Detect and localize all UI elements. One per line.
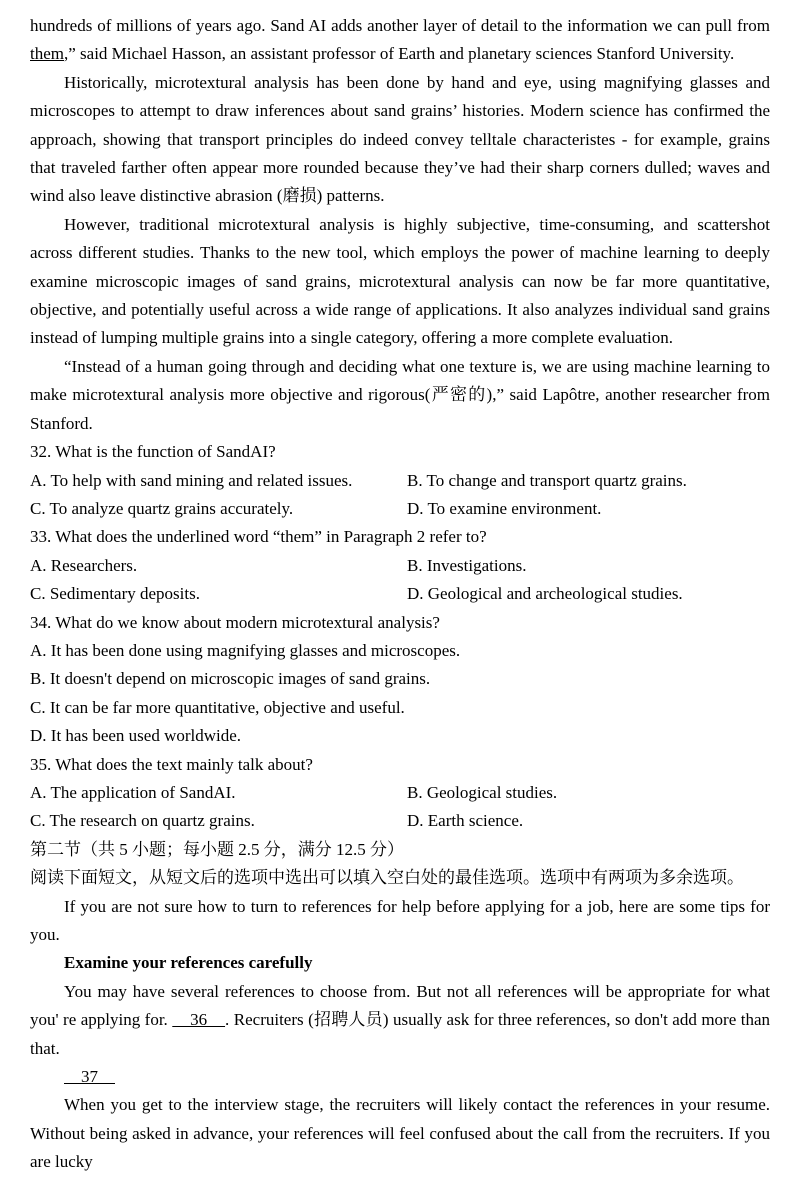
question-35-options-row-1 xyxy=(30,779,770,807)
option-33-c: C. Sedimentary deposits. xyxy=(30,584,200,604)
passage-paragraph-2: Historically, microtextural analysis has been done by hand and eye, using magnifying glasses and microscopes to attempt to draw inferences about sand grains’ histories. Modern science has confirmed the approach, showing that transport principles do indeed convey telltale characteristes - for example, grains that traveled farther often appear more rounded because they’ve had their sharp corners dulled; waves and wind also leave distinctive abrasion (磨损) patterns. xyxy=(30,72,770,206)
option-35-a: A. The application of SandAI. xyxy=(30,782,236,802)
option-35-c: C. The research on quartz grains. xyxy=(30,811,255,831)
blank-37: 37 xyxy=(64,1067,115,1087)
option-32-b: B. To change and transport quartz grains. xyxy=(407,470,687,490)
section-2-instruction: 阅读下面短文，从短文后的选项中选出可以填入空白处的最佳选项。选项中有两项为多余选项。 xyxy=(30,868,744,888)
passage-paragraph-1 xyxy=(30,12,770,69)
question-35-options-row-2 xyxy=(30,807,770,835)
question-32-options-row-1 xyxy=(30,467,770,495)
passage-paragraph-3: However, traditional microtextural analysis is highly subjective, time-consuming, and scattershot across different studies. Thanks to the new tool, which employs the power of machine learning to deeply examine microscopic images of sand grains, microtextural analysis can now be far more quantitative, objective, and potentially useful across a wide range of applications. It also analyzes individual sand grains instead of lumping multiple grains into a single category, offering a more complete evaluation. xyxy=(30,214,770,348)
option-32-c: C. To analyze quartz grains accurately. xyxy=(30,498,294,518)
question-33-options-row-2 xyxy=(30,580,770,608)
cloze-subheading: Examine your references carefully xyxy=(64,953,313,973)
option-34-a: A. It has been done using magnifying glasses and microscopes. xyxy=(30,640,461,660)
paragraph-text: . Recruiters (招聘人员) usually ask for three references, so don't add more than that. xyxy=(30,1010,770,1058)
cloze-paragraph-1 xyxy=(30,978,770,1063)
paragraph-text: hundreds of millions of years ago. Sand AI adds another layer of detail to the information we can pull from xyxy=(30,16,770,35)
option-34-b: B. It doesn't depend on microscopic images of sand grains. xyxy=(30,669,431,689)
question-34-stem: 34. What do we know about modern microtextural analysis? xyxy=(30,612,440,632)
question-32-stem: 32. What is the function of SandAI? xyxy=(30,442,276,462)
option-35-d: D. Earth science. xyxy=(407,811,524,831)
option-34-d: D. It has been used worldwide. xyxy=(30,726,242,746)
option-33-d: D. Geological and archeological studies. xyxy=(407,584,683,604)
option-35-b: B. Geological studies. xyxy=(407,782,558,802)
option-33-b: B. Investigations. xyxy=(407,555,527,575)
option-34-c: C. It can be far more quantitative, objective and useful. xyxy=(30,697,405,717)
question-33-stem: 33. What does the underlined word “them” in Paragraph 2 refer to? xyxy=(30,527,487,547)
question-35-stem: 35. What does the text mainly talk about? xyxy=(30,754,313,774)
paragraph-text: You may have several references to choose from. But not all references will be appropriate for what you' re applying for. xyxy=(30,981,770,1030)
passage-paragraph-4: “Instead of a human going through and deciding what one texture is, we are using machine learning to make microtextural analysis more objective and rigorous(严密的),” said Lapôtre, another researcher from Stanford. xyxy=(30,356,770,433)
section-2-header: 第二节（共 5 小题；每小题 2.5 分，满分 12.5 分） xyxy=(30,839,404,859)
cloze-intro-paragraph: If you are not sure how to turn to references for help before applying for a job, here are some tips for you. xyxy=(30,896,770,944)
question-33-options-row-1 xyxy=(30,552,770,580)
question-32-options-row-2 xyxy=(30,495,770,523)
underlined-word-them: them xyxy=(30,44,64,64)
blank-37-line xyxy=(30,1063,770,1091)
paragraph-text: ,” said Michael Hasson, an assistant professor of Earth and planetary sciences Stanford University. xyxy=(64,44,735,64)
option-32-d: D. To examine environment. xyxy=(407,498,602,518)
option-32-a: A. To help with sand mining and related issues. xyxy=(30,470,353,490)
blank-36: 36 xyxy=(172,1010,226,1030)
cloze-paragraph-2: When you get to the interview stage, the recruiters will likely contact the references in your resume. Without being asked in advance, your references will feel confused about the call from the recruiters. If you are lucky xyxy=(30,1095,770,1172)
option-33-a: A. Researchers. xyxy=(30,555,138,575)
